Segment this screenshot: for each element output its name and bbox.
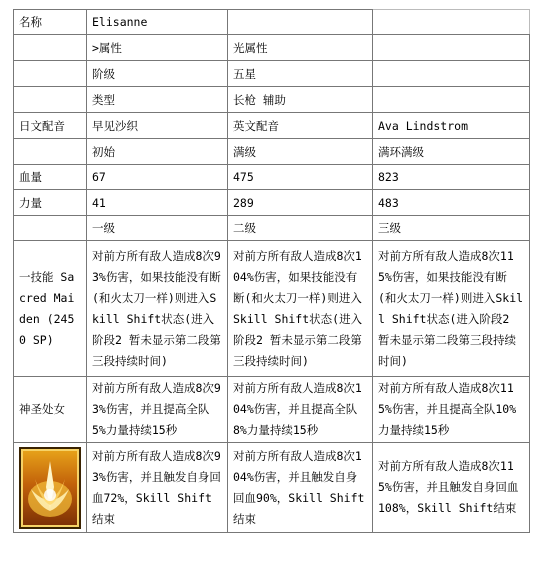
active-skill-desc: 对前方所有敌人造成8次93%伤害，如果技能没有断(和火太刀一样)则进入Skill Shift状态(进入阶段2 暂未显示第二段第三段持续时间) xyxy=(87,241,228,377)
empty-cell xyxy=(14,139,87,165)
shift-skill-desc: 对前方所有敌人造成8次93%伤害，并且触发自身回血72%，Skill Shift结束 xyxy=(87,443,228,533)
row-strength xyxy=(14,190,530,216)
shift-skill-desc: 对前方所有敌人造成8次104%伤害，并且触发自身回血90%，Skill Shift结束 xyxy=(228,443,373,533)
empty-cell xyxy=(228,10,373,35)
skill-level-1: 一级 xyxy=(87,216,228,241)
passive-skill-desc: 对前方所有敌人造成8次115%伤害，并且提高全队10%力量持续15秒 xyxy=(373,377,530,443)
strength-value: 483 xyxy=(373,190,530,216)
empty-cell xyxy=(14,216,87,241)
element-label: >属性 xyxy=(87,35,228,61)
shift-icon-cell xyxy=(14,443,87,533)
jp-voice-label: 日文配音 xyxy=(14,113,87,139)
strength-value: 41 xyxy=(87,190,228,216)
empty-cell xyxy=(373,61,530,87)
empty-cell xyxy=(373,10,530,35)
passive-skill-desc: 对前方所有敌人造成8次104%伤害，并且提高全队8%力量持续15秒 xyxy=(228,377,373,443)
row-passive-skill xyxy=(14,377,530,443)
row-voice xyxy=(14,113,530,139)
level-initial: 初始 xyxy=(87,139,228,165)
level-max: 满级 xyxy=(228,139,373,165)
character-table xyxy=(13,9,530,533)
empty-cell xyxy=(373,87,530,113)
type-value: 长枪 辅助 xyxy=(228,87,373,113)
active-skill-desc: 对前方所有敌人造成8次104%伤害，如果技能没有断(和火太刀一样)则进入Skill Shift状态(进入阶段2 暂未显示第二段第三段持续时间) xyxy=(228,241,373,377)
hp-value: 475 xyxy=(228,165,373,190)
name-value: Elisanne xyxy=(87,10,228,35)
en-voice-label: 英文配音 xyxy=(228,113,373,139)
empty-cell xyxy=(14,87,87,113)
empty-cell xyxy=(14,61,87,87)
skill-level-3: 三级 xyxy=(373,216,530,241)
row-levels xyxy=(14,139,530,165)
level-max-ring: 满环满级 xyxy=(373,139,530,165)
strength-value: 289 xyxy=(228,190,373,216)
rank-label: 阶级 xyxy=(87,61,228,87)
skill-level-2: 二级 xyxy=(228,216,373,241)
rank-value: 五星 xyxy=(228,61,373,87)
row-active-skill xyxy=(14,241,530,377)
row-rank xyxy=(14,61,530,87)
passive-skill-desc: 对前方所有敌人造成8次93%伤害，并且提高全队5%力量持续15秒 xyxy=(87,377,228,443)
hp-value: 67 xyxy=(87,165,228,190)
hp-value: 823 xyxy=(373,165,530,190)
shift-skill-desc: 对前方所有敌人造成8次115%伤害，并且触发自身回血108%，Skill Shift结束 xyxy=(373,443,530,533)
hp-label: 血量 xyxy=(14,165,87,190)
row-skill-levels xyxy=(14,216,530,241)
row-name xyxy=(14,10,530,35)
strength-label: 力量 xyxy=(14,190,87,216)
skill-shift-icon xyxy=(19,447,81,529)
passive-skill-name: 神圣处女 xyxy=(14,377,87,443)
type-label: 类型 xyxy=(87,87,228,113)
row-element xyxy=(14,35,530,61)
row-shift-skill xyxy=(14,443,530,533)
jp-voice-value: 早见沙织 xyxy=(87,113,228,139)
row-type xyxy=(14,87,530,113)
active-skill-name: 一技能 Sacred Maiden (2450 SP) xyxy=(14,241,87,377)
element-value: 光属性 xyxy=(228,35,373,61)
empty-cell xyxy=(373,35,530,61)
name-label: 名称 xyxy=(14,10,87,35)
empty-cell xyxy=(14,35,87,61)
active-skill-desc: 对前方所有敌人造成8次115%伤害，如果技能没有断(和火太刀一样)则进入Skill Shift状态(进入阶段2 暂未显示第二段第三段持续时间) xyxy=(373,241,530,377)
en-voice-value: Ava Lindstrom xyxy=(373,113,530,139)
row-hp xyxy=(14,165,530,190)
